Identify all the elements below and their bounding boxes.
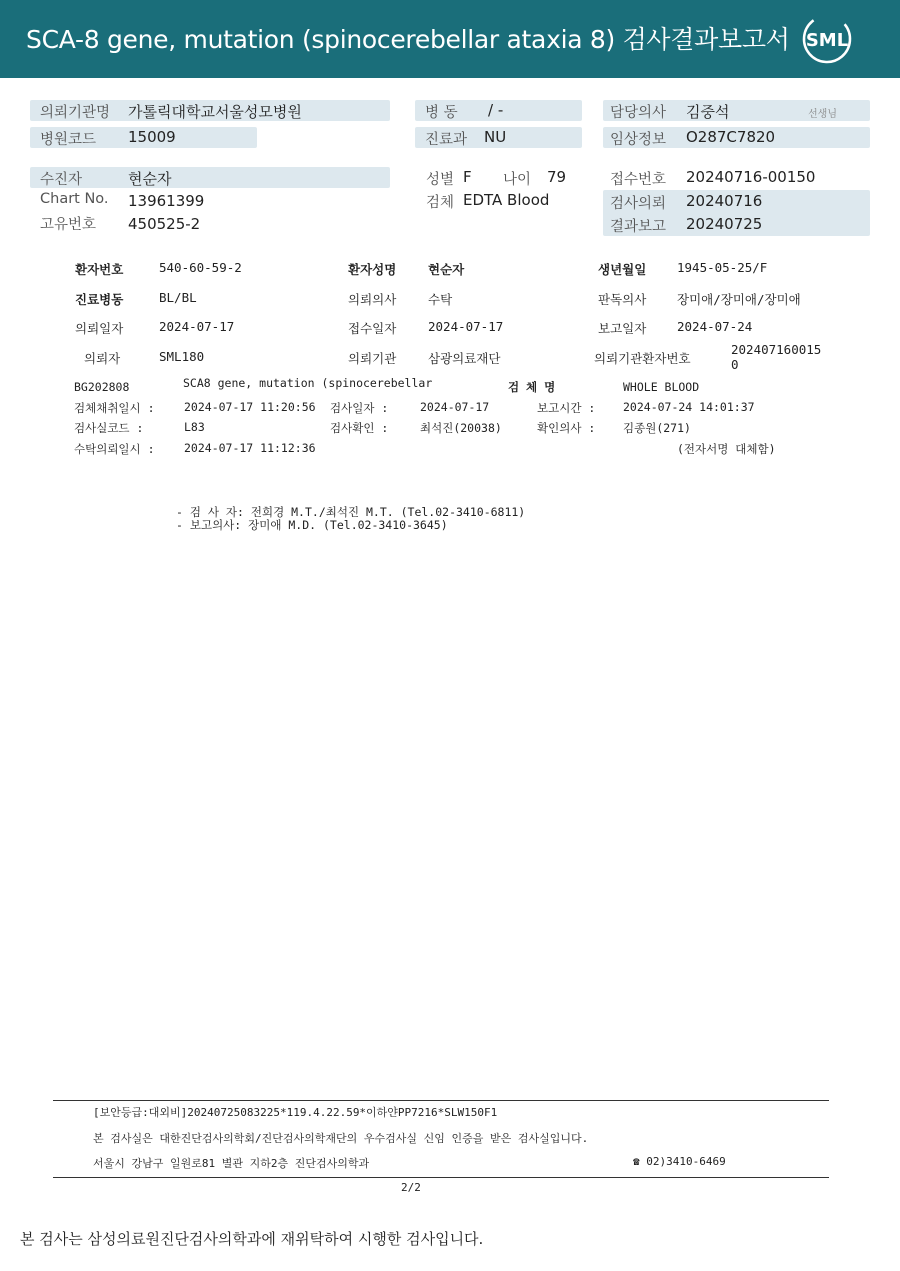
- dept-label: 진료과: [425, 132, 468, 148]
- report-time-label: 보고시간 :: [537, 401, 596, 415]
- reading-doctor-label: 판독의사: [598, 292, 647, 307]
- id-label: 고유번호: [40, 217, 97, 233]
- request-label: 검사의뢰: [610, 196, 667, 212]
- ward-row-label: 진료병동: [75, 292, 124, 307]
- footer-note: 본 검사는 삼성의료원진단검사의학과에 재위탁하여 시행한 검사입니다.: [20, 1230, 484, 1248]
- hospital-label: 의뢰기관명: [40, 105, 111, 121]
- collect-label: 검체채취일시 :: [74, 401, 155, 415]
- chart-label: Chart No.: [40, 191, 109, 207]
- patient-name-value: 현순자: [428, 262, 465, 277]
- specimen-name-value: WHOLE BLOOD: [623, 380, 700, 394]
- age-value: 79: [547, 168, 567, 186]
- collect-value: 2024-07-17 11:20:56: [184, 400, 316, 414]
- security-line: [보안등급:대외비]20240725083225*119.4.22.59*이하얀PP7216*SLW150F1: [93, 1106, 498, 1119]
- address-line: 서울시 강남구 일원로81 별관 지하2층 진단검사의학과: [93, 1157, 370, 1170]
- confirm-label: 검사확인 :: [330, 421, 389, 435]
- sex-value: F: [463, 168, 472, 186]
- ward-label: 병 동: [425, 105, 458, 121]
- tester-line: - 검 사 자: 전희경 M.T./최석진 M.T. (Tel.02-3410-6811): [176, 505, 526, 519]
- patient-name-label: 환자성명: [348, 262, 397, 277]
- hospital-code-label: 병원코드: [40, 132, 97, 148]
- ward-value: / -: [488, 101, 504, 119]
- report-date-value: 2024-07-24: [677, 319, 753, 334]
- req-date-value: 2024-07-17: [159, 319, 235, 334]
- report-title: SCA-8 gene, mutation (spinocerebellar ataxia 8) 검사결과보고서: [26, 25, 790, 54]
- signature-note: (전자서명 대체함): [677, 442, 776, 456]
- reporter-line: - 보고의사: 장미애 M.D. (Tel.02-3410-3645): [176, 518, 448, 532]
- req-org-label: 의뢰기관: [348, 351, 397, 366]
- org-patient-no-label: 의뢰기관환자번호: [594, 351, 691, 366]
- request-time-value: 2024-07-17 11:12:36: [184, 441, 316, 455]
- req-doctor-value: 수탁: [428, 292, 453, 307]
- top-divider: [53, 1100, 829, 1101]
- hospital-value: 가톨릭대학교서울성모병원: [128, 103, 302, 121]
- requester-label: 의뢰자: [84, 351, 121, 366]
- id-value: 450525-2: [128, 215, 201, 233]
- receipt-date-value: 2024-07-17: [428, 319, 504, 334]
- patient-no-label: 환자번호: [75, 262, 124, 277]
- req-org-value: 삼광의료재단: [428, 351, 501, 366]
- cert-line: 본 검사실은 대한진단검사의학회/진단검사의학재단의 우수검사실 신임 인증을 받은 검사실입니다.: [93, 1132, 589, 1145]
- org-patient-no-value-2: 0: [731, 357, 739, 372]
- test-date-label: 검사일자 :: [330, 401, 389, 415]
- test-code: BG202808: [74, 380, 130, 394]
- request-time-label: 수탁의뢰일시 :: [74, 442, 155, 456]
- patient-label: 수진자: [40, 172, 83, 188]
- report-time-value: 2024-07-24 14:01:37: [623, 400, 755, 414]
- verify-value: 김종원(271): [623, 421, 691, 435]
- req-doctor-label: 의뢰의사: [348, 292, 397, 307]
- requester-value: SML180: [159, 349, 205, 364]
- patient-no-value: 540-60-59-2: [159, 260, 242, 275]
- doctor-suffix: 선생님: [808, 109, 837, 120]
- report-date-label: 보고일자: [598, 321, 647, 336]
- birth-label: 생년월일: [598, 262, 647, 277]
- receipt-date-label: 접수일자: [348, 321, 397, 336]
- receipt-label: 접수번호: [610, 172, 667, 188]
- svg-text:SML: SML: [805, 30, 849, 51]
- page-number: 2/2: [401, 1181, 421, 1194]
- phone-line: ☎ 02)3410-6469: [633, 1155, 726, 1168]
- report-value: 20240725: [686, 215, 763, 233]
- age-label: 나이: [503, 172, 532, 188]
- specimen-name-label: 검 체 명: [508, 380, 556, 394]
- verify-label: 확인의사 :: [537, 421, 596, 435]
- clinical-value: O287C7820: [686, 128, 776, 146]
- sml-logo: [800, 12, 854, 66]
- bottom-divider: [53, 1177, 829, 1178]
- specimen-value: EDTA Blood: [463, 191, 550, 209]
- test-name: SCA8 gene, mutation (spinocerebellar: [183, 376, 433, 390]
- doctor-label: 담당의사: [610, 105, 667, 121]
- test-date-value: 2024-07-17: [420, 400, 490, 414]
- report-header: [0, 0, 900, 78]
- hospital-code-value: 15009: [128, 128, 176, 146]
- patient-bar: [30, 167, 390, 188]
- patient-value: 현순자: [128, 170, 172, 188]
- receipt-value: 20240716-00150: [686, 168, 816, 186]
- lab-code-label: 검사실코드 :: [74, 421, 144, 435]
- dept-value: NU: [484, 128, 507, 146]
- report-label: 결과보고: [610, 219, 667, 235]
- ward-row-value: BL/BL: [159, 290, 197, 305]
- reading-doctor-value: 장미애/장미애/장미애: [677, 292, 801, 307]
- request-value: 20240716: [686, 192, 763, 210]
- clinical-label: 임상정보: [610, 132, 667, 148]
- lab-code-value: L83: [184, 420, 205, 434]
- specimen-label: 검체: [426, 195, 455, 211]
- req-date-label: 의뢰일자: [75, 321, 124, 336]
- org-patient-no-value-1: 202407160015: [731, 342, 822, 357]
- confirm-value: 최석진(20038): [420, 421, 502, 435]
- chart-value: 13961399: [128, 192, 205, 210]
- doctor-value: 김중석: [686, 103, 730, 121]
- sex-label: 성별: [426, 172, 455, 188]
- birth-value: 1945-05-25/F: [677, 260, 768, 275]
